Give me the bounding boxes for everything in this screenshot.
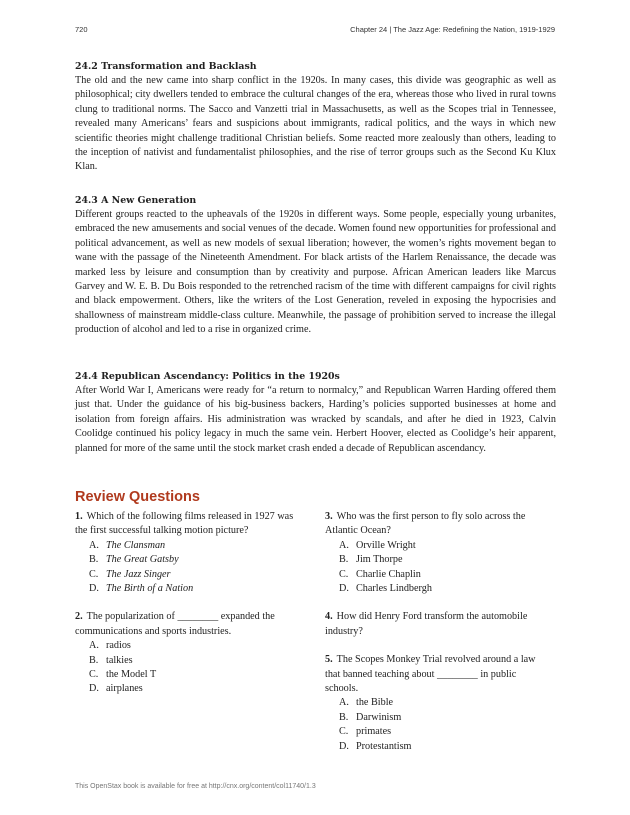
- section-24-2: [75, 60, 556, 175]
- option-a: [339, 696, 551, 710]
- option-text: primates: [356, 726, 392, 738]
- question-3: [325, 510, 551, 596]
- option-text: The Clansman: [106, 539, 166, 551]
- option-text: radios: [106, 640, 131, 652]
- question-number: 5.: [325, 654, 333, 666]
- option-b: [89, 553, 301, 567]
- option-letter: B.: [89, 554, 99, 566]
- option-text: the Bible: [356, 697, 394, 709]
- question-2: [75, 610, 301, 696]
- section-title: 24.3 A New Generation: [75, 195, 197, 206]
- option-d: [89, 682, 301, 696]
- question-text: Who was the first person to fly solo across the Atlantic Ocean?: [325, 511, 526, 537]
- option-b: [339, 553, 551, 567]
- question-1: [75, 510, 301, 596]
- option-text: Charlie Chaplin: [356, 568, 421, 580]
- option-letter: A.: [339, 539, 349, 551]
- option-text: Jim Thorpe: [356, 554, 403, 566]
- option-letter: C.: [339, 726, 349, 738]
- option-c: [89, 568, 301, 582]
- review-questions-title: Review Questions: [75, 489, 200, 505]
- option-letter: B.: [339, 711, 349, 723]
- question-text: Which of the following films released in 1927 was the first successful talking motion picture?: [75, 511, 294, 537]
- option-letter: C.: [89, 568, 99, 580]
- chapter-header: Chapter 24 | The Jazz Age: Redefining the Nation, 1919-1929: [350, 25, 555, 34]
- option-letter: D.: [339, 740, 349, 752]
- option-letter: A.: [339, 697, 349, 709]
- section-24-4: [75, 370, 556, 456]
- option-letter: A.: [89, 539, 99, 551]
- section-body: After World War I, Americans were ready for “a return to normalcy,” and Republican Warren Harding offered them just that. Under the guidance of his big-business backers, Harding’s policies supported businesses at home and isolation from foreign affairs. His administration was wracked by scandals, and after he died in 1923, Calvin Coolidge continued his policy legacy in much the same vein. Herbert Hoover, elected as Coolidge’s heir apparent, planned for more of the same until the stock market crash ended a decade of Republican ascendancy.: [75, 385, 556, 454]
- option-d: [339, 740, 551, 754]
- option-text: airplanes: [106, 683, 143, 695]
- question-number: 1.: [75, 511, 83, 522]
- option-letter: D.: [339, 583, 349, 595]
- option-letter: C.: [89, 669, 99, 681]
- option-a: [339, 539, 551, 553]
- question-text: The Scopes Monkey Trial revolved around a law that banned teaching about ________ in public schools.: [325, 654, 536, 695]
- section-body: Different groups reacted to the upheavals of the 1920s in different ways. Some people, especially young urbanites, embraced the new amusements and social venues of the decade. Women found new opportunities for professional and political advancement, as well as new models of sexual liberation; however, the women’s rights movement began to wane with the passage of the Nineteenth Amendment. For black artists of the Harlem Renaissance, the decade was marked less by leisure and consumption than by creativity and purpose. African American leaders like Marcus Garvey and W. E. B. Du Bois responded to the retrenched racism of the time with different campaigns for civil rights and black empowerment. Others, like the writers of the Lost Generation, reveled in exposing the hypocrisies and shallowness of mainstream middle-class culture. Meanwhile, the passage of prohibition served to increase the illegal production of alcohol and led to a rise in organized crime.: [75, 209, 556, 336]
- option-letter: D.: [89, 683, 99, 695]
- option-text: talkies: [106, 654, 133, 666]
- option-text: The Birth of a Nation: [106, 583, 194, 595]
- option-letter: B.: [339, 554, 349, 566]
- option-letter: C.: [339, 568, 349, 580]
- option-b: [339, 711, 551, 725]
- option-c: [339, 568, 551, 582]
- option-c: [339, 725, 551, 739]
- section-title: 24.4 Republican Ascendancy: Politics in the 1920s: [75, 371, 340, 382]
- option-text: The Great Gatsby: [106, 554, 179, 566]
- option-text: Charles Lindbergh: [356, 583, 432, 595]
- section-body: The old and the new came into sharp conflict in the 1920s. In many cases, this divide was geographic as well as philosophical; city dwellers tended to embrace the cultural changes of the era, whereas those who lived in rural towns clung to traditional norms. The Sacco and Vanzetti trial in Massachusetts, as well as the Scopes trial in Tennessee, revealed many Americans’ fears and suspicions about immigrants, radical politics, and the ways in which new scientific theories might challenge traditional Christian beliefs. Some reacted more zealously than others, leading to the inception of nativist and fundamentalist philosophies, and the rise of terror groups such as the Second Ku Klux Klan.: [75, 75, 556, 173]
- option-a: [89, 539, 301, 553]
- option-text: Protestantism: [356, 740, 412, 752]
- option-b: [89, 654, 301, 668]
- option-d: [89, 582, 301, 596]
- question-text: How did Henry Ford transform the automobile industry?: [325, 611, 528, 637]
- page-number: 720: [75, 25, 88, 34]
- option-text: Orville Wright: [356, 539, 416, 551]
- option-a: [89, 639, 301, 653]
- section-title: 24.2 Transformation and Backlash: [75, 61, 257, 72]
- section-24-3: [75, 194, 556, 338]
- footer-note: This OpenStax book is available for free at http://cnx.org/content/col11740/1.3: [75, 783, 316, 790]
- option-letter: A.: [89, 640, 99, 652]
- question-number: 3.: [325, 511, 333, 522]
- option-text: Darwinism: [356, 711, 402, 723]
- option-text: the Model T: [106, 669, 157, 681]
- option-text: The Jazz Singer: [106, 568, 171, 580]
- option-letter: D.: [89, 583, 99, 595]
- review-column-left: [75, 510, 301, 711]
- question-4: [325, 610, 551, 639]
- review-column-right: [325, 510, 551, 768]
- option-c: [89, 668, 301, 682]
- question-number: 2.: [75, 611, 83, 623]
- question-5: [325, 653, 551, 754]
- option-letter: B.: [89, 654, 99, 666]
- option-d: [339, 582, 551, 596]
- question-text: The popularization of ________ expanded the communications and sports industries.: [75, 611, 275, 637]
- question-number: 4.: [325, 611, 333, 623]
